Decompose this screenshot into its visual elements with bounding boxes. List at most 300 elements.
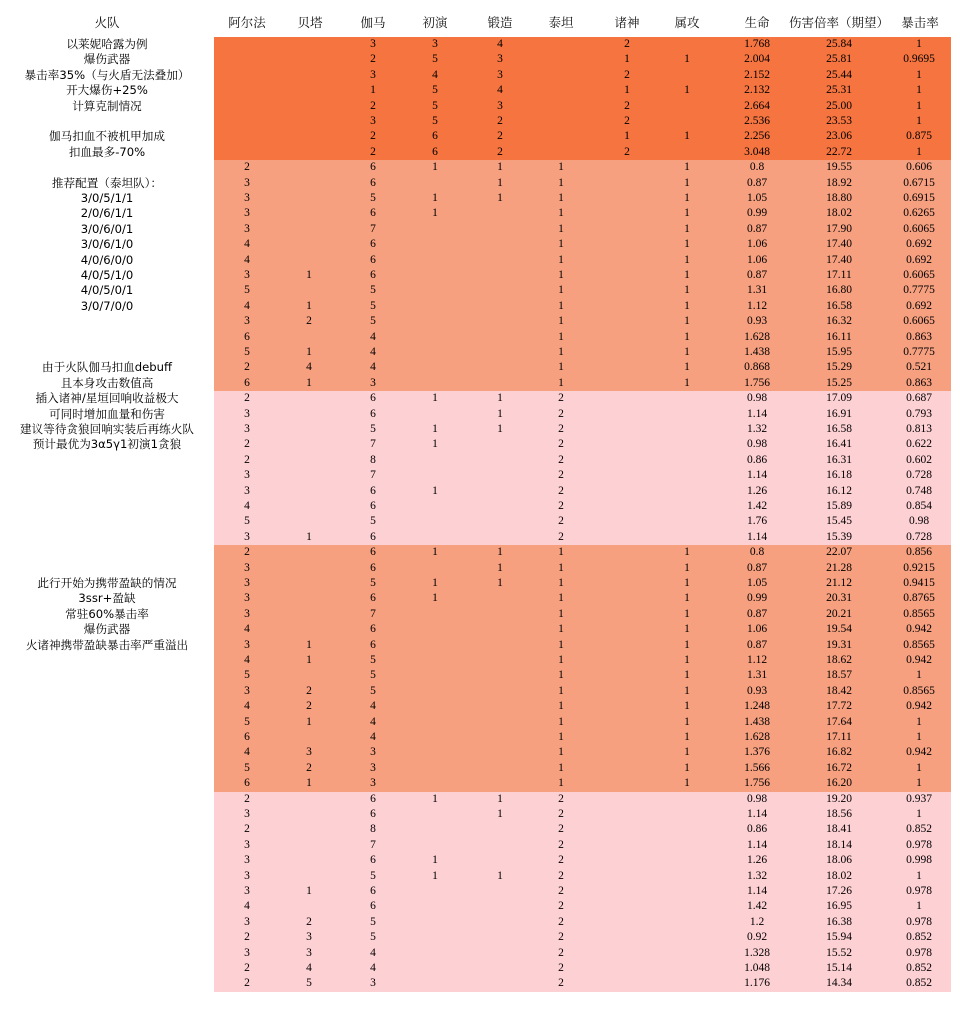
cell-crit-rate: 0.978 — [906, 946, 932, 959]
cell-titan: 2 — [558, 530, 564, 543]
header-hp: 生命 — [744, 15, 770, 30]
cell-beta: 3 — [306, 946, 312, 959]
cell-attr-atk: 1 — [684, 207, 690, 220]
cell-beta: 1 — [306, 715, 312, 728]
cell-alpha: 3 — [244, 192, 250, 204]
cell-alpha: 4 — [244, 900, 250, 913]
cell-gamma: 4 — [370, 361, 376, 374]
cell-crit-rate: 0.8765 — [903, 592, 935, 605]
cell-hp: 1.31 — [746, 669, 768, 682]
cell-gamma: 6 — [370, 592, 376, 605]
header-titan: 泰坦 — [548, 15, 574, 30]
cell-hp: 0.87 — [746, 561, 768, 574]
note-line: 计算克制情况 — [72, 98, 142, 113]
cell-damage-mult: 19.31 — [826, 638, 852, 651]
cell-titan: 1 — [558, 238, 564, 251]
cell-damage-mult: 19.54 — [826, 623, 852, 636]
cell-titan: 1 — [558, 176, 564, 189]
cell-alpha: 4 — [244, 700, 250, 713]
cell-attr-atk: 1 — [684, 577, 690, 589]
cell-damage-mult: 16.11 — [826, 330, 852, 343]
cell-gamma: 4 — [370, 731, 376, 743]
cell-crit-rate: 0.856 — [906, 546, 932, 559]
cell-titan: 2 — [558, 453, 564, 466]
cell-alpha: 3 — [244, 607, 250, 620]
cell-gamma: 4 — [370, 700, 376, 713]
cell-hp: 0.86 — [746, 453, 768, 466]
cell-debut: 6 — [432, 130, 438, 143]
cell-debut: 1 — [432, 438, 438, 451]
cell-debut: 1 — [432, 792, 438, 805]
cell-debut: 1 — [432, 423, 438, 435]
cell-hp: 1.05 — [746, 192, 768, 204]
cell-hp: 1.06 — [746, 623, 768, 636]
cell-crit-rate: 1 — [916, 669, 922, 682]
cell-attr-atk: 1 — [684, 761, 690, 774]
cell-gods: 2 — [624, 38, 630, 50]
cell-titan: 1 — [558, 561, 564, 574]
cell-damage-mult: 23.53 — [826, 115, 852, 127]
cell-hp: 1.32 — [746, 423, 768, 435]
cell-damage-mult: 25.81 — [826, 53, 852, 66]
cell-alpha: 6 — [244, 777, 250, 790]
cell-crit-rate: 0.875 — [906, 130, 932, 143]
data-sheet — [0, 37, 960, 1012]
cell-titan: 1 — [558, 222, 564, 235]
cell-forge: 2 — [497, 130, 503, 143]
cell-titan: 1 — [558, 207, 564, 220]
note-line: 爆伤武器 — [83, 622, 131, 637]
cell-damage-mult: 15.45 — [826, 515, 852, 528]
cell-attr-atk: 1 — [684, 607, 690, 620]
cell-crit-rate: 0.606 — [906, 161, 932, 174]
cell-forge: 1 — [497, 546, 503, 559]
cell-titan: 2 — [558, 946, 564, 959]
cell-beta: 1 — [306, 885, 312, 897]
cell-crit-rate: 1 — [916, 99, 922, 112]
cell-hp: 1.248 — [744, 700, 770, 713]
cell-damage-mult: 18.14 — [826, 838, 852, 851]
cell-crit-rate: 0.813 — [906, 423, 932, 435]
cell-hp: 2.132 — [744, 84, 770, 97]
cell-gamma: 5 — [370, 423, 376, 435]
cell-damage-mult: 17.40 — [826, 238, 852, 251]
cell-hp: 1.32 — [746, 869, 768, 882]
cell-beta: 2 — [306, 315, 312, 328]
cell-damage-mult: 18.80 — [826, 192, 852, 204]
cell-gamma: 7 — [370, 469, 376, 482]
cell-alpha: 4 — [244, 238, 250, 251]
cell-gamma: 2 — [370, 53, 376, 66]
cell-hp: 0.86 — [746, 823, 768, 836]
note-line: 暴击率35%（与火盾无法叠加） — [24, 67, 190, 82]
cell-titan: 1 — [558, 346, 564, 358]
cell-alpha: 6 — [244, 376, 250, 389]
header-beta: 贝塔 — [297, 15, 323, 30]
cell-damage-mult: 22.72 — [826, 145, 852, 158]
cell-hp: 1.76 — [746, 515, 768, 528]
cell-hp: 1.176 — [744, 977, 770, 990]
note-line: 常驻60%暴击率 — [65, 606, 149, 621]
cell-titan: 1 — [558, 284, 564, 297]
cell-gamma: 5 — [370, 577, 376, 589]
cell-crit-rate: 1 — [916, 869, 922, 882]
cell-gamma: 3 — [370, 376, 376, 389]
cell-damage-mult: 18.42 — [826, 684, 852, 697]
cell-alpha: 3 — [244, 407, 250, 420]
cell-gamma: 6 — [370, 854, 376, 867]
cell-alpha: 2 — [244, 361, 250, 374]
cell-attr-atk: 1 — [684, 330, 690, 343]
header-crit-rate: 暴击率 — [901, 15, 939, 30]
cell-alpha: 5 — [244, 346, 250, 358]
cell-attr-atk: 1 — [684, 592, 690, 605]
cell-titan: 2 — [558, 869, 564, 882]
cell-crit-rate: 1 — [916, 84, 922, 97]
cell-gamma: 6 — [370, 530, 376, 543]
cell-gamma: 6 — [370, 561, 376, 574]
header-attr-atk: 属攻 — [674, 15, 700, 30]
cell-hp: 0.87 — [746, 638, 768, 651]
cell-gods: 1 — [624, 53, 630, 66]
cell-alpha: 4 — [244, 654, 250, 666]
note-line: 由于火队伽马扣血debuff — [42, 360, 172, 375]
cell-titan: 1 — [558, 315, 564, 328]
note-line: 爆伤武器 — [83, 52, 131, 67]
cell-beta: 1 — [306, 638, 312, 651]
cell-gamma: 5 — [370, 684, 376, 697]
note-line: 以莱妮哈露为例 — [66, 37, 148, 51]
cell-titan: 1 — [558, 684, 564, 697]
note-line: 开大爆伤+25% — [66, 83, 148, 98]
cell-beta: 2 — [306, 761, 312, 774]
cell-forge: 1 — [497, 407, 503, 420]
cell-attr-atk: 1 — [684, 715, 690, 728]
cell-debut: 1 — [432, 392, 438, 405]
cell-damage-mult: 25.84 — [826, 38, 852, 50]
cell-gamma: 5 — [370, 654, 376, 666]
cell-gamma: 6 — [370, 392, 376, 405]
cell-forge: 1 — [497, 423, 503, 435]
cell-gamma: 6 — [370, 792, 376, 805]
cell-crit-rate: 1 — [916, 68, 922, 81]
cell-damage-mult: 15.14 — [826, 962, 852, 974]
cell-attr-atk: 1 — [684, 731, 690, 743]
cell-crit-rate: 1 — [916, 115, 922, 127]
cell-crit-rate: 0.942 — [906, 700, 932, 713]
cell-gamma: 4 — [370, 346, 376, 358]
cell-titan: 1 — [558, 376, 564, 389]
cell-damage-mult: 18.02 — [826, 207, 852, 220]
cell-crit-rate: 0.6915 — [903, 192, 935, 204]
note-line: 此行开始为携带盈缺的情况 — [37, 576, 177, 590]
cell-titan: 1 — [558, 330, 564, 343]
cell-alpha: 6 — [244, 731, 250, 743]
cell-crit-rate: 0.8565 — [903, 607, 935, 620]
cell-crit-rate: 0.692 — [906, 238, 932, 251]
cell-titan: 2 — [558, 469, 564, 482]
cell-gamma: 5 — [370, 915, 376, 928]
cell-titan: 1 — [558, 700, 564, 713]
cell-attr-atk: 1 — [684, 161, 690, 174]
header-alpha: 阿尔法 — [228, 15, 266, 30]
cell-gamma: 4 — [370, 330, 376, 343]
cell-hp: 1.628 — [744, 330, 770, 343]
cell-damage-mult: 16.20 — [826, 777, 852, 790]
cell-damage-mult: 18.02 — [826, 869, 852, 882]
cell-titan: 2 — [558, 962, 564, 974]
cell-beta: 3 — [306, 931, 312, 944]
cell-beta: 1 — [306, 654, 312, 666]
cell-gamma: 4 — [370, 962, 376, 974]
cell-hp: 1.26 — [746, 484, 768, 497]
cell-debut: 3 — [432, 38, 438, 50]
note-line: 3ssr+盈缺 — [78, 591, 136, 606]
cell-hp: 1.12 — [746, 299, 768, 312]
cell-gamma: 6 — [370, 500, 376, 512]
cell-damage-mult: 15.25 — [826, 376, 852, 389]
cell-alpha: 3 — [244, 469, 250, 482]
cell-alpha: 2 — [244, 792, 250, 805]
cell-gamma: 6 — [370, 546, 376, 559]
cell-crit-rate: 1 — [916, 145, 922, 158]
cell-attr-atk: 1 — [684, 299, 690, 312]
cell-gamma: 7 — [370, 438, 376, 451]
cell-gamma: 6 — [370, 407, 376, 420]
cell-crit-rate: 0.6265 — [903, 207, 935, 220]
cell-gamma: 4 — [370, 946, 376, 959]
cell-beta: 2 — [306, 700, 312, 713]
cell-debut: 5 — [432, 99, 438, 112]
cell-attr-atk: 1 — [684, 269, 690, 281]
cell-crit-rate: 0.8565 — [903, 638, 935, 651]
cell-damage-mult: 20.31 — [826, 592, 852, 605]
cell-hp: 0.99 — [746, 207, 768, 220]
cell-alpha: 4 — [244, 299, 250, 312]
cell-hp: 0.98 — [746, 392, 768, 405]
cell-hp: 1.14 — [746, 838, 768, 851]
cell-alpha: 4 — [244, 500, 250, 512]
cell-titan: 2 — [558, 900, 564, 913]
cell-alpha: 3 — [244, 592, 250, 605]
cell-gamma: 5 — [370, 299, 376, 312]
cell-forge: 1 — [497, 176, 503, 189]
cell-damage-mult: 14.34 — [826, 977, 852, 990]
cell-beta: 2 — [306, 915, 312, 928]
note-line: 火诸神携带盈缺暴击率严重溢出 — [25, 637, 189, 652]
cell-titan: 1 — [558, 577, 564, 589]
cell-crit-rate: 0.852 — [906, 977, 932, 990]
cell-crit-rate: 0.942 — [906, 623, 932, 636]
cell-titan: 1 — [558, 638, 564, 651]
cell-beta: 4 — [306, 962, 312, 974]
cell-titan: 1 — [558, 299, 564, 312]
cell-attr-atk: 1 — [684, 546, 690, 559]
cell-forge: 4 — [497, 84, 503, 97]
cell-titan: 1 — [558, 253, 564, 266]
cell-crit-rate: 0.728 — [906, 469, 932, 482]
cell-damage-mult: 25.00 — [826, 99, 852, 112]
note-line: 预计最优为3α5γ1初演1贪狼 — [32, 437, 182, 452]
cell-damage-mult: 17.11 — [826, 731, 852, 743]
cell-titan: 2 — [558, 915, 564, 928]
cell-hp: 1.42 — [746, 900, 768, 913]
cell-forge: 4 — [497, 38, 503, 50]
cell-hp: 1.756 — [744, 777, 770, 790]
cell-titan: 2 — [558, 484, 564, 497]
cell-debut: 1 — [432, 484, 438, 497]
cell-crit-rate: 0.998 — [906, 854, 932, 867]
cell-attr-atk: 1 — [684, 700, 690, 713]
cell-damage-mult: 15.39 — [826, 530, 852, 543]
cell-alpha: 3 — [244, 530, 250, 543]
cell-gamma: 6 — [370, 885, 376, 897]
cell-crit-rate: 0.863 — [906, 376, 932, 389]
note-line: 扣血最多-70% — [68, 144, 146, 159]
cell-hp: 1.14 — [746, 469, 768, 482]
cell-titan: 1 — [558, 715, 564, 728]
cell-crit-rate: 1 — [916, 38, 922, 50]
cell-gamma: 5 — [370, 931, 376, 944]
cell-alpha: 5 — [244, 761, 250, 774]
cell-damage-mult: 17.90 — [826, 222, 852, 235]
cell-debut: 1 — [432, 592, 438, 605]
cell-titan: 2 — [558, 854, 564, 867]
cell-damage-mult: 16.95 — [826, 900, 852, 913]
cell-hp: 2.536 — [744, 115, 770, 127]
cell-hp: 1.628 — [744, 731, 770, 743]
cell-alpha: 5 — [244, 284, 250, 297]
cell-crit-rate: 1 — [916, 900, 922, 913]
cell-crit-rate: 0.748 — [906, 484, 932, 497]
cell-crit-rate: 0.942 — [906, 654, 932, 666]
cell-alpha: 3 — [244, 577, 250, 589]
cell-hp: 1.05 — [746, 577, 768, 589]
cell-beta: 1 — [306, 530, 312, 543]
cell-titan: 1 — [558, 654, 564, 666]
cell-hp: 0.99 — [746, 592, 768, 605]
cell-titan: 2 — [558, 838, 564, 851]
note-line: 且本身攻击数值高 — [60, 375, 154, 390]
cell-attr-atk: 1 — [684, 284, 690, 297]
cell-alpha: 3 — [244, 885, 250, 897]
cell-damage-mult: 21.12 — [826, 577, 852, 589]
cell-hp: 1.048 — [744, 962, 770, 974]
cell-alpha: 3 — [244, 915, 250, 928]
cell-damage-mult: 16.58 — [826, 423, 852, 435]
cell-gods: 1 — [624, 130, 630, 143]
cell-damage-mult: 16.18 — [826, 469, 852, 482]
cell-alpha: 3 — [244, 269, 250, 281]
cell-titan: 1 — [558, 269, 564, 281]
header-gods: 诸神 — [614, 15, 640, 30]
cell-alpha: 3 — [244, 638, 250, 651]
cell-forge: 1 — [497, 392, 503, 405]
note-line: 推荐配置（泰坦队）： — [51, 175, 163, 190]
cell-alpha: 2 — [244, 161, 250, 174]
cell-attr-atk: 1 — [684, 192, 690, 204]
cell-damage-mult: 17.09 — [826, 392, 852, 405]
cell-gamma: 6 — [370, 808, 376, 820]
cell-forge: 3 — [497, 53, 503, 66]
cell-gamma: 3 — [370, 38, 376, 50]
cell-hp: 1.438 — [744, 346, 770, 358]
cell-titan: 1 — [558, 761, 564, 774]
cell-damage-mult: 18.56 — [826, 808, 852, 820]
cell-crit-rate: 0.942 — [906, 746, 932, 759]
cell-damage-mult: 16.82 — [826, 746, 852, 759]
cell-crit-rate: 0.6065 — [903, 222, 935, 235]
cell-damage-mult: 20.21 — [826, 607, 852, 620]
cell-crit-rate: 0.9215 — [903, 561, 935, 574]
cell-damage-mult: 16.31 — [826, 453, 852, 466]
cell-attr-atk: 1 — [684, 777, 690, 790]
cell-titan: 2 — [558, 808, 564, 820]
note-line: 建议等待贪狼回响实装后再练火队 — [20, 422, 194, 436]
cell-crit-rate: 0.728 — [906, 530, 932, 543]
cell-attr-atk: 1 — [684, 746, 690, 759]
cell-gods: 1 — [624, 84, 630, 97]
cell-gamma: 5 — [370, 515, 376, 528]
header-gamma: 伽马 — [360, 15, 386, 30]
cell-damage-mult: 16.58 — [826, 299, 852, 312]
cell-gods: 2 — [624, 99, 630, 112]
cell-gods: 2 — [624, 68, 630, 81]
cell-damage-mult: 18.92 — [826, 176, 852, 189]
cell-hp: 0.92 — [746, 931, 768, 944]
cell-hp: 0.87 — [746, 222, 768, 235]
header-damage-mult: 伤害倍率（期望） — [788, 15, 889, 30]
cell-alpha: 3 — [244, 222, 250, 235]
cell-damage-mult: 18.41 — [826, 823, 852, 836]
cell-attr-atk: 1 — [684, 130, 690, 143]
cell-alpha: 4 — [244, 623, 250, 636]
cell-alpha: 2 — [244, 823, 250, 836]
note-line: 伽马扣血不被机甲加成 — [49, 129, 165, 144]
cell-hp: 0.93 — [746, 315, 768, 328]
cell-damage-mult: 23.06 — [826, 130, 852, 143]
cell-debut: 4 — [432, 68, 438, 81]
cell-attr-atk: 1 — [684, 176, 690, 189]
cell-damage-mult: 22.07 — [826, 546, 852, 559]
cell-titan: 1 — [558, 546, 564, 559]
cell-forge: 1 — [497, 192, 503, 204]
cell-damage-mult: 19.55 — [826, 161, 852, 174]
cell-debut: 1 — [432, 546, 438, 559]
cell-gamma: 6 — [370, 161, 376, 174]
cell-gamma: 5 — [370, 869, 376, 882]
cell-titan: 2 — [558, 515, 564, 528]
cell-damage-mult: 15.29 — [826, 361, 852, 374]
cell-damage-mult: 16.41 — [826, 438, 852, 451]
cell-gamma: 6 — [370, 238, 376, 251]
cell-damage-mult: 16.32 — [826, 315, 852, 328]
cell-alpha: 2 — [244, 392, 250, 405]
cell-gods: 2 — [624, 115, 630, 127]
cell-gamma: 2 — [370, 145, 376, 158]
cell-alpha: 5 — [244, 669, 250, 682]
cell-alpha: 5 — [244, 515, 250, 528]
cell-crit-rate: 0.98 — [908, 515, 930, 528]
cell-damage-mult: 25.44 — [826, 68, 852, 81]
cell-alpha: 2 — [244, 962, 250, 974]
cell-debut: 6 — [432, 145, 438, 158]
cell-beta: 3 — [306, 746, 312, 759]
cell-attr-atk: 1 — [684, 684, 690, 697]
cell-crit-rate: 0.852 — [906, 962, 932, 974]
cell-gamma: 3 — [370, 977, 376, 990]
cell-debut: 1 — [432, 192, 438, 204]
